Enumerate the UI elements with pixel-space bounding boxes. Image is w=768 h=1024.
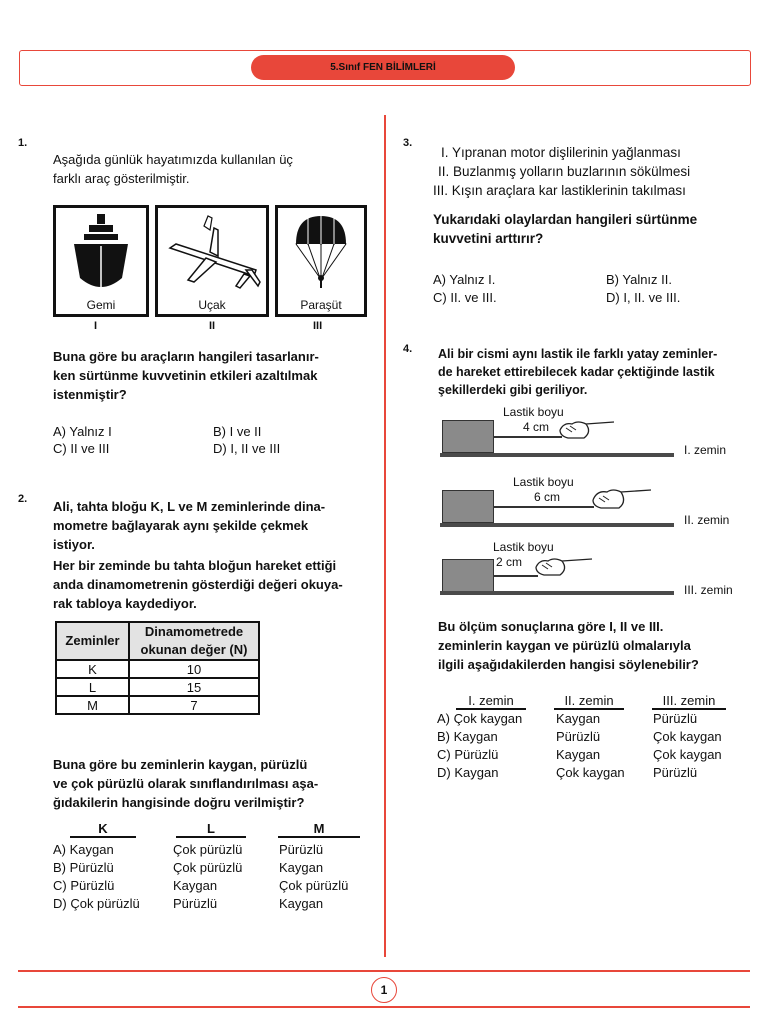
q4-option-cell: Pürüzlü (653, 711, 698, 726)
q2-question-line: ğıdakilerin hangisinde doğru verilmiştir? (53, 795, 305, 810)
q4-question-line: zeminlerin kaygan ve pürüzlü olmalarıyla (438, 638, 691, 653)
question-number-1: 1. (18, 137, 28, 149)
q2-intro-line: rak tabloya kaydediyor. (53, 596, 197, 611)
floor-surface (440, 523, 674, 527)
q2-option-c[interactable]: C) Pürüzlü (53, 878, 115, 893)
q2-intro-line: Ali, tahta bloğu K, L ve M zeminlerinde dina- (53, 499, 326, 514)
q2-option-b[interactable]: B) Pürüzlü (53, 860, 114, 875)
floor-label: I. zemin (684, 443, 727, 457)
band-length-value: 2 cm (496, 555, 523, 569)
dynamometer-table (55, 621, 260, 715)
wooden-block (442, 490, 494, 523)
column-divider (384, 115, 386, 957)
table-cell: K (56, 660, 129, 678)
table-cell: M (56, 696, 129, 714)
q3-statement: III. Kışın araçlara kar lastiklerinin takılması (433, 183, 686, 198)
table-cell: 7 (129, 696, 259, 714)
option-column-header: M (278, 822, 360, 838)
q1-question-line: Buna göre bu araçların hangileri tasarlanır- (53, 349, 319, 364)
footer-line (18, 970, 750, 972)
q2-option-a[interactable]: A) Kaygan (53, 842, 114, 857)
q2-intro-2 (53, 556, 373, 613)
q2-option-cell: Kaygan (279, 860, 324, 875)
option-column-header: II. zemin (554, 694, 624, 710)
q2-question-line: ve çok pürüzlü olarak sınıflandırılması aşa- (53, 776, 319, 791)
q2-option-cell: Pürüzlü (173, 896, 218, 911)
question-number-4: 4. (403, 343, 413, 355)
table-header-line: Dinamometrede (144, 624, 244, 639)
band-length-value: 6 cm (534, 490, 561, 504)
q2-option-cell: Çok pürüzlü (173, 842, 243, 857)
q1-question-line: istenmiştir? (53, 387, 127, 402)
floor-label: II. zemin (684, 513, 730, 527)
q1-option-d[interactable]: D) I, II ve III (213, 441, 281, 456)
wooden-block (442, 559, 494, 592)
q2-option-cell: Kaygan (279, 896, 324, 911)
q3-statement: I. Yıpranan motor dişlilerinin yağlanması (441, 145, 681, 160)
q3-option-a[interactable]: A) Yalnız I. (433, 272, 496, 287)
option-column-header: L (176, 822, 246, 838)
q2-intro (53, 497, 373, 554)
q4-intro-line: Ali bir cismi aynı lastik ile farklı yatay zeminler- (438, 347, 718, 361)
table-cell: 15 (129, 678, 259, 696)
table-cell: 10 (129, 660, 259, 678)
q4-option-a[interactable]: A) Çok kaygan (437, 711, 523, 726)
q1-question (53, 347, 373, 404)
q2-option-cell: Pürüzlü (279, 842, 324, 857)
rubber-band (494, 575, 538, 577)
q2-option-cell: Çok pürüzlü (279, 878, 349, 893)
q4-option-c[interactable]: C) Pürüzlü (437, 747, 499, 762)
q4-option-cell: Çok kaygan (556, 765, 625, 780)
q1-question-line: ken sürtünme kuvvetinin etkileri azaltılmak (53, 368, 318, 383)
q4-question-line: ilgili aşağıdakilerden hangisi söylenebilir? (438, 657, 699, 672)
q2-intro-line: anda dinamometrenin gösterdiği değeri okuya- (53, 577, 343, 592)
band-length-label: Lastik boyu (513, 475, 574, 489)
vehicle-card-ship (53, 205, 149, 317)
q1-intro (53, 150, 373, 188)
band-length-label: Lastik boyu (503, 405, 564, 419)
q4-intro-line: şekillerdeki gibi geriliyor. (438, 383, 588, 397)
q4-option-cell: Kaygan (556, 747, 601, 762)
q1-option-b[interactable]: B) I ve II (213, 424, 262, 439)
parachute-icon (278, 208, 364, 298)
vehicle-label: Gemi (86, 298, 116, 312)
q2-question (53, 755, 373, 812)
q4-question-line: Bu ölçüm sonuçlarına göre I, II ve III. (438, 619, 664, 634)
question-number-3: 3. (403, 137, 413, 149)
floor-surface (440, 453, 674, 457)
rubber-band (494, 506, 594, 508)
q1-intro-line: Aşağıda günlük hayatımızda kullanılan üç (53, 152, 293, 167)
option-column-header: I. zemin (456, 694, 526, 710)
q2-intro-line: mometre bağlayarak aynı şekilde çekmek (53, 518, 309, 533)
q3-question (433, 210, 753, 248)
footer-line (18, 1006, 750, 1008)
floor-surface (440, 591, 674, 595)
option-column-header: III. zemin (652, 694, 726, 710)
option-column-header: K (70, 822, 136, 838)
table-row (56, 678, 259, 696)
q2-option-cell: Kaygan (173, 878, 218, 893)
table-header: Zeminler (56, 622, 129, 660)
hand-icon (534, 553, 594, 579)
q4-intro-line: de hareket ettirebilecek kadar çektiğinde lastik (438, 365, 715, 379)
roman-numeral: I (94, 320, 98, 332)
q2-option-cell: Çok pürüzlü (173, 860, 243, 875)
q2-option-d[interactable]: D) Çok pürüzlü (53, 896, 140, 911)
q3-statement: II. Buzlanmış yolların buzlarının sökülmesi (438, 164, 691, 179)
question-number-2: 2. (18, 493, 28, 505)
q4-option-cell: Kaygan (556, 711, 601, 726)
table-header (129, 622, 259, 660)
q1-option-a[interactable]: A) Yalnız I (53, 424, 112, 439)
q4-option-cell: Çok kaygan (653, 729, 722, 744)
hand-icon (591, 484, 653, 512)
q4-option-d[interactable]: D) Kaygan (437, 765, 499, 780)
q4-intro (438, 345, 758, 399)
q4-question (438, 617, 758, 674)
q2-intro-line: Her bir zeminde bu tahta bloğun hareket ettiği (53, 558, 337, 573)
roman-numeral: III (313, 320, 323, 332)
q2-intro-line: istiyor. (53, 537, 95, 552)
q3-statements (433, 143, 753, 200)
q3-question-line: kuvvetini arttırır? (433, 231, 544, 246)
q4-option-cell: Çok kaygan (653, 747, 722, 762)
q3-option-d[interactable]: D) I, II. ve III. (606, 290, 681, 305)
q4-option-cell: Pürüzlü (653, 765, 698, 780)
vehicle-card-airplane (155, 205, 269, 317)
q2-question-line: Buna göre bu zeminlerin kaygan, pürüzlü (53, 757, 308, 772)
airplane-icon (158, 208, 266, 298)
table-cell: L (56, 678, 129, 696)
q3-option-b[interactable]: B) Yalnız II. (606, 272, 672, 287)
floor-label: III. zemin (684, 583, 733, 597)
q1-intro-line: farklı araç gösterilmiştir. (53, 171, 190, 186)
band-length-label: Lastik boyu (493, 540, 554, 554)
band-length-value: 4 cm (523, 420, 550, 434)
ship-icon (56, 208, 146, 294)
q3-option-c[interactable]: C) II. ve III. (433, 290, 497, 305)
roman-numeral: II (209, 320, 216, 332)
table-row (56, 660, 259, 678)
hand-icon (558, 416, 616, 442)
wooden-block (442, 420, 494, 453)
table-row (56, 696, 259, 714)
page-number: 1 (371, 977, 397, 1003)
q4-option-cell: Pürüzlü (556, 729, 601, 744)
q1-option-c[interactable]: C) II ve III (53, 441, 110, 456)
vehicle-label: Paraşüt (300, 298, 342, 312)
vehicle-label: Uçak (198, 298, 226, 312)
q4-option-b[interactable]: B) Kaygan (437, 729, 498, 744)
rubber-band (494, 436, 562, 438)
vehicle-card-parachute (275, 205, 367, 317)
q3-question-line: Yukarıdaki olaylardan hangileri sürtünme (433, 212, 698, 227)
page-title: 5.Sınıf FEN BİLİMLERİ (251, 55, 515, 80)
table-header-line: okunan değer (N) (140, 642, 248, 657)
